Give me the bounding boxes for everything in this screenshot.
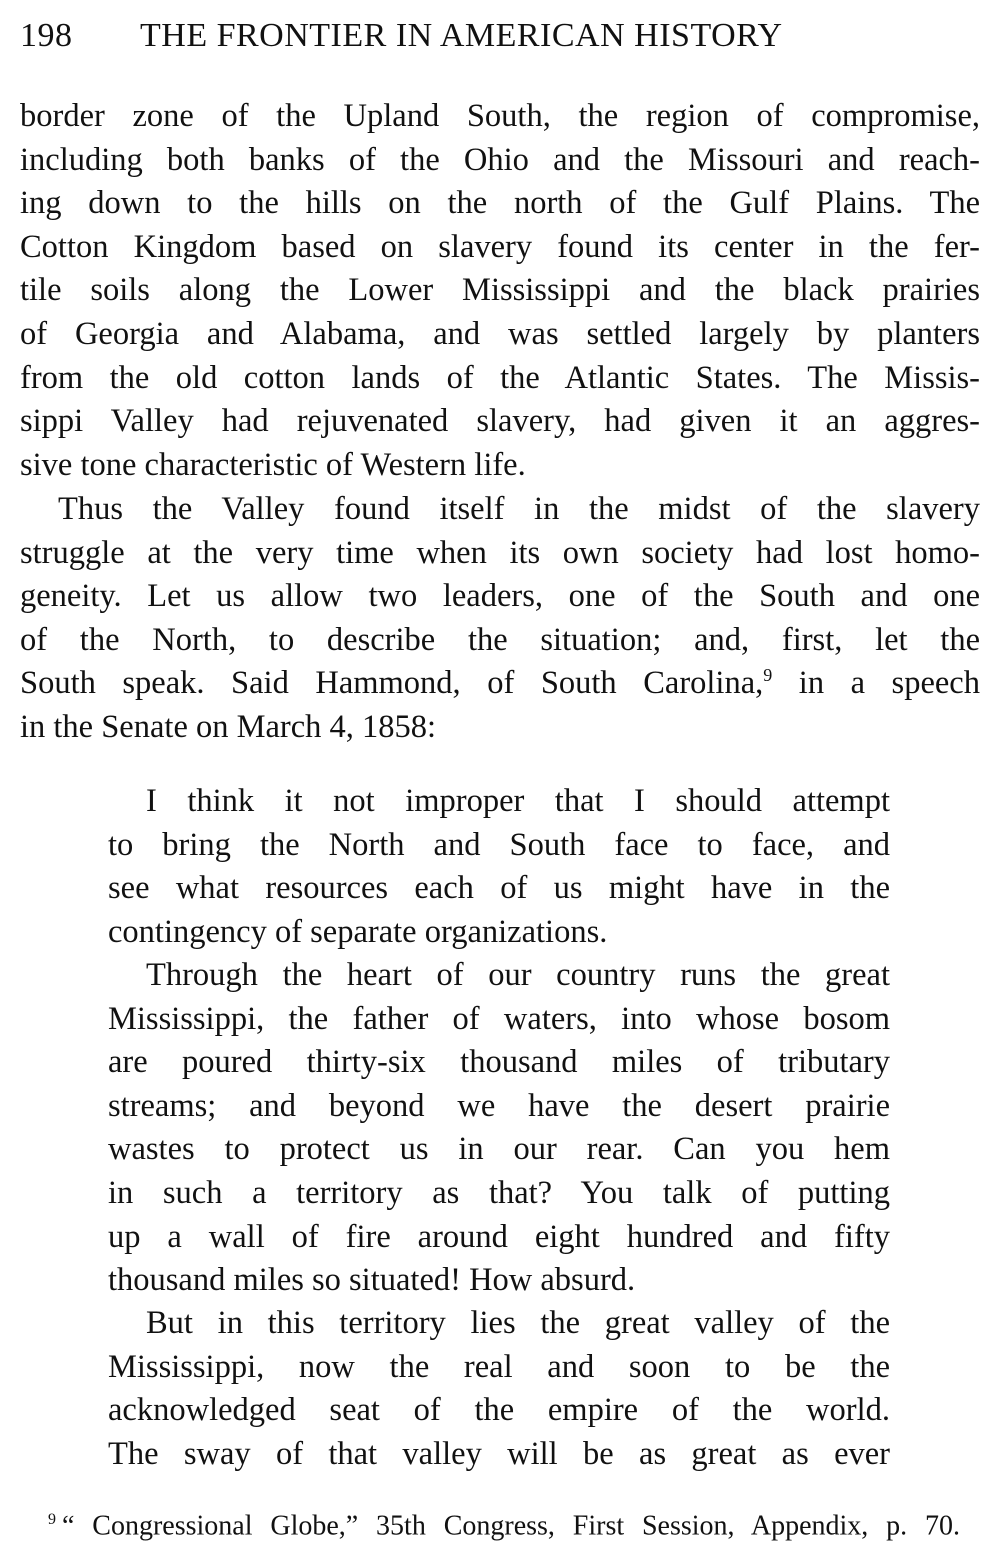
running-head <box>20 14 960 58</box>
text-line: sippi Valley had rejuvenated slavery, had given it an aggres- <box>20 403 980 440</box>
text-line: Mississippi, the father of waters, into whose bosom <box>108 1000 890 1037</box>
text-line: sive tone characteristic of Western life. <box>20 446 526 483</box>
text-line: wastes to protect us in our rear. Can you hem <box>108 1131 890 1168</box>
text-line: in the Senate on March 4, 1858: <box>20 708 437 745</box>
text-line: to bring the North and South face to face, and <box>108 826 890 863</box>
text-line: acknowledged seat of the empire of the world. <box>108 1392 890 1429</box>
footnote-reference: 9 <box>763 665 773 686</box>
text-line: Through the heart of our country runs the great <box>146 957 890 993</box>
page-number: 198 <box>20 17 73 54</box>
text-line: in such a territory as that? You talk of putting <box>108 1174 890 1211</box>
paragraph-1 <box>20 95 980 487</box>
running-title: THE FRONTIER IN AMERICAN HISTORY <box>140 17 783 54</box>
quote-paragraph-3 <box>108 1302 890 1476</box>
text-line: including both banks of the Ohio and the Missouri and reach- <box>20 141 980 178</box>
text-line: of Georgia and Alabama, and was settled largely by planters <box>20 315 980 352</box>
text-line: up a wall of fire around eight hundred and fifty <box>108 1218 890 1255</box>
text-line: Mississippi, now the real and soon to be the <box>108 1348 890 1385</box>
text-line: see what resources each of us might have in the <box>108 870 890 907</box>
text-line: Thus the Valley found itself in the midst of the slavery <box>58 491 980 527</box>
paragraph-2 <box>20 488 980 750</box>
text-line: thousand miles so situated! How absurd. <box>108 1262 636 1299</box>
text-line: But in this territory lies the great valley of the <box>146 1305 890 1341</box>
text-line: from the old cotton lands of the Atlantic States. The Missis- <box>20 359 980 396</box>
text-line: struggle at the very time when its own society had lost homo- <box>20 534 980 571</box>
text-line: of the North, to describe the situation; and, first, let the <box>20 621 980 658</box>
text-line: geneity. Let us allow two leaders, one of the South and one <box>20 578 980 615</box>
quote-paragraph-1 <box>108 780 890 954</box>
text-segment: in a speech <box>772 665 980 702</box>
text-line: ing down to the hills on the north of the Gulf Plains. The <box>20 185 980 222</box>
footnote <box>48 1500 960 1546</box>
text-line: contingency of separate organizations. <box>108 913 608 950</box>
text-line-with-footnote <box>20 662 980 706</box>
quote-paragraph-2 <box>108 954 890 1303</box>
text-line: border zone of the Upland South, the region of compromise, <box>20 98 980 134</box>
text-line: tile soils along the Lower Mississippi and the black prairies <box>20 272 980 309</box>
text-line: are poured thirty-six thousand miles of tributary <box>108 1044 890 1081</box>
footnote-mark: 9 <box>48 1511 56 1528</box>
text-line: streams; and beyond we have the desert prairie <box>108 1087 890 1124</box>
text-line: The sway of that valley will be as great as ever <box>108 1435 890 1472</box>
text-line: Cotton Kingdom based on slavery found its center in the fer- <box>20 228 980 265</box>
text-line: I think it not improper that I should attempt <box>146 783 890 819</box>
text-segment: South speak. Said Hammond, of South Carolina, <box>20 665 764 702</box>
footnote-text: “ Congressional Globe,” 35th Congress, First Session, Appendix, p. 70. <box>62 1510 960 1542</box>
